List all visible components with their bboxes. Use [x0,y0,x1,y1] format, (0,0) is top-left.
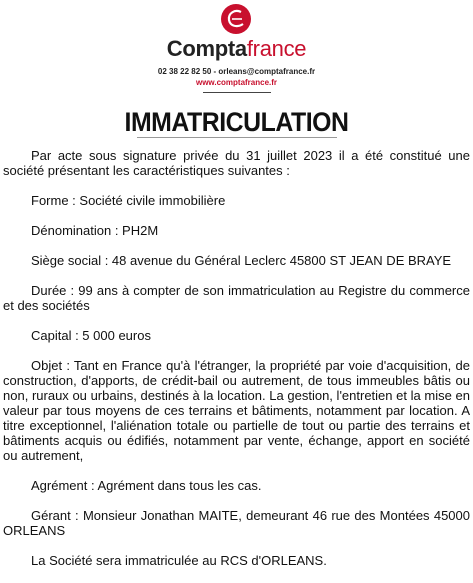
siege-paragraph: Siège social : 48 avenue du Général Leclerc 45800 ST JEAN DE BRAYE [31,253,452,268]
forme-paragraph: Forme : Société civile immobilière [31,193,226,208]
brand-name [0,36,473,62]
gerant-paragraph: Gérant : Monsieur Jonathan MAITE, demeurant 46 rue des Montées 45000 ORLEANS [3,508,470,538]
logo-icon [221,4,251,34]
page-title: IMMATRICULATION [124,107,349,137]
header-divider [0,92,473,93]
intro-paragraph: Par acte sous signature privée du 31 juillet 2023 il a été constitué une société présentant les caractéristiques suivantes : [3,148,470,178]
objet-paragraph: Objet : Tant en France qu'à l'étranger, la propriété par voie d'acquisition, de construction, d'apports, de crédit-bail ou autrement, de tous immeubles bâtis ou non, ruraux ou urbains, destinés à la location. La gestion, l'entretien et la mise en valeur par tous moyens de ces terrains et bâtiments, notamment par location. A titre exceptionnel, l'aliénation totale ou partielle de tout ou partie des terrains et bâtiments acquis ou édifiés, notamment par vente, échange, apport en société ou autrement, [3,358,470,463]
capital-paragraph: Capital : 5 000 euros [31,328,151,343]
title-divider [0,137,473,138]
denomination-paragraph: Dénomination : PH2M [31,223,159,238]
agrement-paragraph: Agrément : Agrément dans tous les cas. [31,478,262,493]
notice-body [3,148,470,583]
website-link[interactable]: www.comptafrance.fr [195,78,278,87]
contact-line: 02 38 22 82 50 - orleans@comptafrance.fr [157,67,316,76]
rcs-paragraph: La Société sera immatriculée au RCS d'ORLEANS. [31,553,327,568]
brand-part-compta: Compta [166,36,247,61]
header [0,0,473,100]
duree-paragraph: Durée : 99 ans à compter de son immatriculation au Registre du commerce et des sociétés [3,283,470,313]
brand-part-france: france [246,36,307,61]
